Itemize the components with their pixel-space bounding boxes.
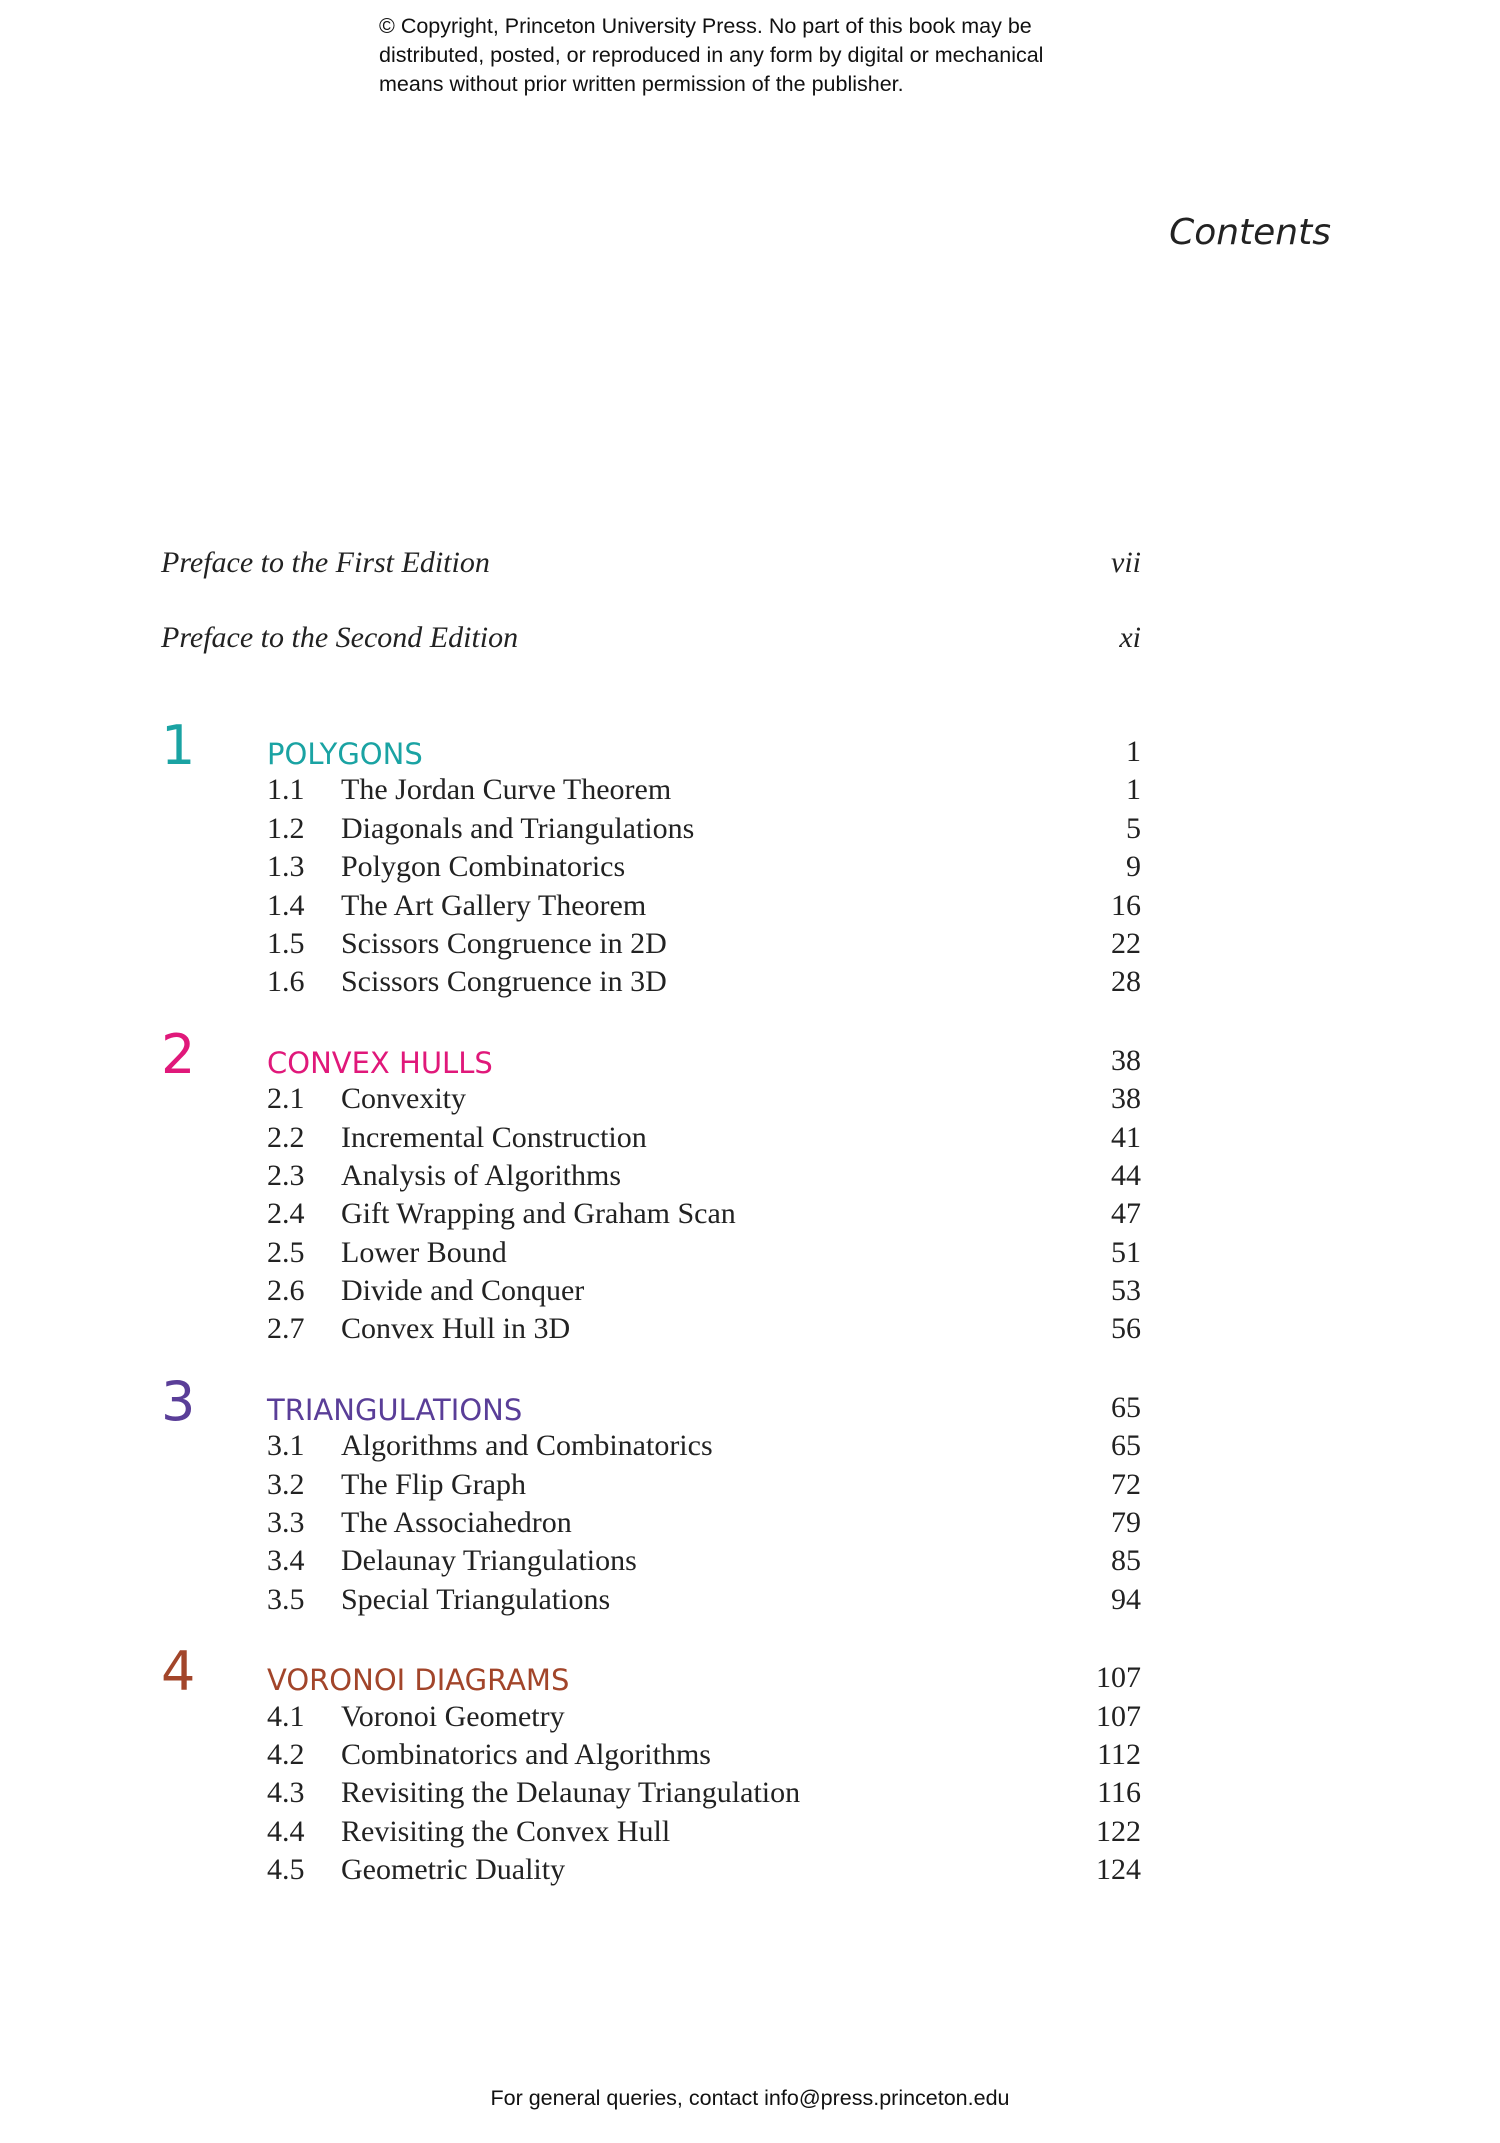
preface-title: Preface to the Second Edition bbox=[161, 621, 519, 654]
chapter-block bbox=[161, 1022, 1141, 1349]
page-number: 44 bbox=[1111, 1158, 1141, 1192]
page-number: 107 bbox=[1096, 1699, 1141, 1733]
chapter-heading[interactable] bbox=[161, 1640, 1141, 1704]
page-number: 56 bbox=[1111, 1312, 1141, 1346]
page-number: 22 bbox=[1111, 926, 1141, 960]
section-title: Algorithms and Combinatorics bbox=[341, 1429, 713, 1463]
page-number: 38 bbox=[1111, 1082, 1141, 1116]
page-number: 41 bbox=[1111, 1120, 1141, 1154]
section-entry[interactable] bbox=[161, 771, 1141, 809]
section-title: Convexity bbox=[341, 1082, 466, 1116]
page-number: 9 bbox=[1126, 850, 1141, 884]
section-entry[interactable] bbox=[161, 1698, 1141, 1736]
chapter-block bbox=[161, 1640, 1141, 1889]
section-title: Gift Wrapping and Graham Scan bbox=[341, 1197, 736, 1231]
page-title: Contents bbox=[1169, 212, 1331, 253]
chapter-title: TRIANGULATIONS bbox=[267, 1392, 523, 1427]
section-number: 1.5 bbox=[267, 926, 305, 960]
chapter-title: VORONOI DIAGRAMS bbox=[267, 1663, 570, 1698]
chapter-heading[interactable] bbox=[161, 1022, 1141, 1086]
section-entry[interactable] bbox=[161, 1310, 1141, 1348]
section-title: Special Triangulations bbox=[341, 1582, 611, 1616]
section-entry[interactable] bbox=[161, 1427, 1141, 1465]
chapter-title: POLYGONS bbox=[267, 737, 423, 771]
page-number: vii bbox=[1111, 546, 1141, 579]
section-number: 4.2 bbox=[267, 1737, 305, 1771]
copyright-line: means without prior written permission of the publisher. bbox=[379, 72, 904, 96]
section-number: 2.6 bbox=[267, 1274, 305, 1308]
section-entry[interactable] bbox=[161, 1851, 1141, 1889]
section-entry[interactable] bbox=[161, 1157, 1141, 1195]
section-number: 1.6 bbox=[267, 965, 305, 999]
section-entry[interactable] bbox=[161, 925, 1141, 963]
section-entry[interactable] bbox=[161, 887, 1141, 925]
toc-preface-entry[interactable] bbox=[161, 543, 1141, 618]
page-number: 51 bbox=[1111, 1235, 1141, 1269]
section-title: Polygon Combinatorics bbox=[341, 850, 626, 884]
chapter-number: 4 bbox=[161, 1640, 196, 1704]
section-number: 3.4 bbox=[267, 1544, 305, 1578]
section-title: Combinatorics and Algorithms bbox=[341, 1737, 711, 1771]
section-entry[interactable] bbox=[161, 1774, 1141, 1812]
section-title: Convex Hull in 3D bbox=[341, 1312, 571, 1346]
section-number: 4.1 bbox=[267, 1699, 305, 1733]
page-number: xi bbox=[1119, 621, 1141, 654]
section-number: 3.1 bbox=[267, 1429, 305, 1463]
page-number: 107 bbox=[1096, 1661, 1141, 1695]
section-number: 1.3 bbox=[267, 850, 305, 884]
section-title: The Flip Graph bbox=[341, 1467, 526, 1501]
section-number: 1.4 bbox=[267, 888, 305, 922]
section-number: 4.5 bbox=[267, 1853, 305, 1887]
section-title: Scissors Congruence in 2D bbox=[341, 926, 667, 960]
page-number: 53 bbox=[1111, 1274, 1141, 1308]
page-number: 65 bbox=[1111, 1390, 1141, 1424]
page-number: 116 bbox=[1097, 1776, 1141, 1810]
section-title: Diagonals and Triangulations bbox=[341, 811, 695, 845]
page-number: 47 bbox=[1111, 1197, 1141, 1231]
section-title: Geometric Duality bbox=[341, 1853, 566, 1887]
section-number: 2.3 bbox=[267, 1158, 305, 1192]
section-entry[interactable] bbox=[161, 1272, 1141, 1310]
section-number: 2.2 bbox=[267, 1120, 305, 1154]
section-entry[interactable] bbox=[161, 1736, 1141, 1774]
section-number: 4.3 bbox=[267, 1776, 305, 1810]
page-number: 16 bbox=[1111, 888, 1141, 922]
section-title: Scissors Congruence in 3D bbox=[341, 965, 667, 999]
section-entry[interactable] bbox=[161, 810, 1141, 848]
page-number: 5 bbox=[1126, 811, 1141, 845]
section-number: 4.4 bbox=[267, 1814, 305, 1848]
section-number: 2.1 bbox=[267, 1082, 305, 1116]
page-number: 65 bbox=[1111, 1429, 1141, 1463]
section-number: 1.2 bbox=[267, 811, 305, 845]
section-title: The Associahedron bbox=[341, 1506, 572, 1540]
page-number: 124 bbox=[1096, 1853, 1141, 1887]
copyright-notice bbox=[379, 12, 1043, 99]
section-entry[interactable] bbox=[161, 848, 1141, 886]
table-of-contents bbox=[161, 543, 1141, 1890]
section-title: Delaunay Triangulations bbox=[341, 1544, 637, 1578]
footer-contact: For general queries, contact info@press.princeton.edu bbox=[490, 2086, 1010, 2110]
copyright-line: distributed, posted, or reproduced in any form by digital or mechanical bbox=[379, 43, 1044, 67]
page-number: 122 bbox=[1096, 1814, 1141, 1848]
section-entry[interactable] bbox=[161, 1466, 1141, 1504]
chapter-number: 2 bbox=[161, 1022, 196, 1086]
page-number: 38 bbox=[1111, 1043, 1141, 1077]
page-number: 112 bbox=[1097, 1737, 1141, 1771]
section-entry[interactable] bbox=[161, 1195, 1141, 1233]
preface-title: Preface to the First Edition bbox=[161, 546, 490, 579]
page-number: 85 bbox=[1111, 1544, 1141, 1578]
section-number: 3.5 bbox=[267, 1582, 305, 1616]
section-title: Lower Bound bbox=[341, 1235, 507, 1269]
section-number: 1.1 bbox=[267, 773, 305, 807]
section-title: Divide and Conquer bbox=[341, 1274, 585, 1308]
section-entry[interactable] bbox=[161, 1581, 1141, 1619]
page-number: 79 bbox=[1111, 1506, 1141, 1540]
page-number: 28 bbox=[1111, 965, 1141, 999]
section-entry[interactable] bbox=[161, 1813, 1141, 1851]
section-number: 2.5 bbox=[267, 1235, 305, 1269]
copyright-line: © Copyright, Princeton University Press. No part of this book may be bbox=[379, 14, 1032, 38]
section-entry[interactable] bbox=[161, 1234, 1141, 1272]
section-number: 3.2 bbox=[267, 1467, 305, 1501]
chapter-block bbox=[161, 714, 1141, 1002]
section-entry[interactable] bbox=[161, 1542, 1141, 1580]
page-number: 72 bbox=[1111, 1467, 1141, 1501]
section-title: Analysis of Algorithms bbox=[341, 1158, 622, 1192]
chapter-number: 1 bbox=[161, 714, 196, 777]
section-entry[interactable] bbox=[161, 1119, 1141, 1157]
section-title: Voronoi Geometry bbox=[341, 1699, 565, 1733]
page-number: 1 bbox=[1126, 735, 1141, 768]
section-entry[interactable] bbox=[161, 1080, 1141, 1118]
section-title: Revisiting the Convex Hull bbox=[341, 1814, 671, 1848]
section-title: Incremental Construction bbox=[341, 1120, 647, 1154]
page-number: 1 bbox=[1126, 773, 1141, 807]
chapter-number: 3 bbox=[161, 1369, 196, 1433]
section-entry[interactable] bbox=[161, 963, 1141, 1001]
section-number: 3.3 bbox=[267, 1506, 305, 1540]
chapter-heading[interactable] bbox=[161, 714, 1141, 777]
section-number: 2.4 bbox=[267, 1197, 305, 1231]
section-number: 2.7 bbox=[267, 1312, 305, 1346]
section-title: The Jordan Curve Theorem bbox=[341, 773, 672, 807]
chapter-block bbox=[161, 1369, 1141, 1619]
section-entry[interactable] bbox=[161, 1504, 1141, 1542]
section-title: Revisiting the Delaunay Triangulation bbox=[341, 1776, 801, 1810]
toc-preface-entry[interactable] bbox=[161, 618, 1141, 693]
chapter-title: CONVEX HULLS bbox=[267, 1045, 493, 1080]
chapter-heading[interactable] bbox=[161, 1369, 1141, 1433]
page-number: 94 bbox=[1111, 1582, 1141, 1616]
section-title: The Art Gallery Theorem bbox=[341, 888, 647, 922]
